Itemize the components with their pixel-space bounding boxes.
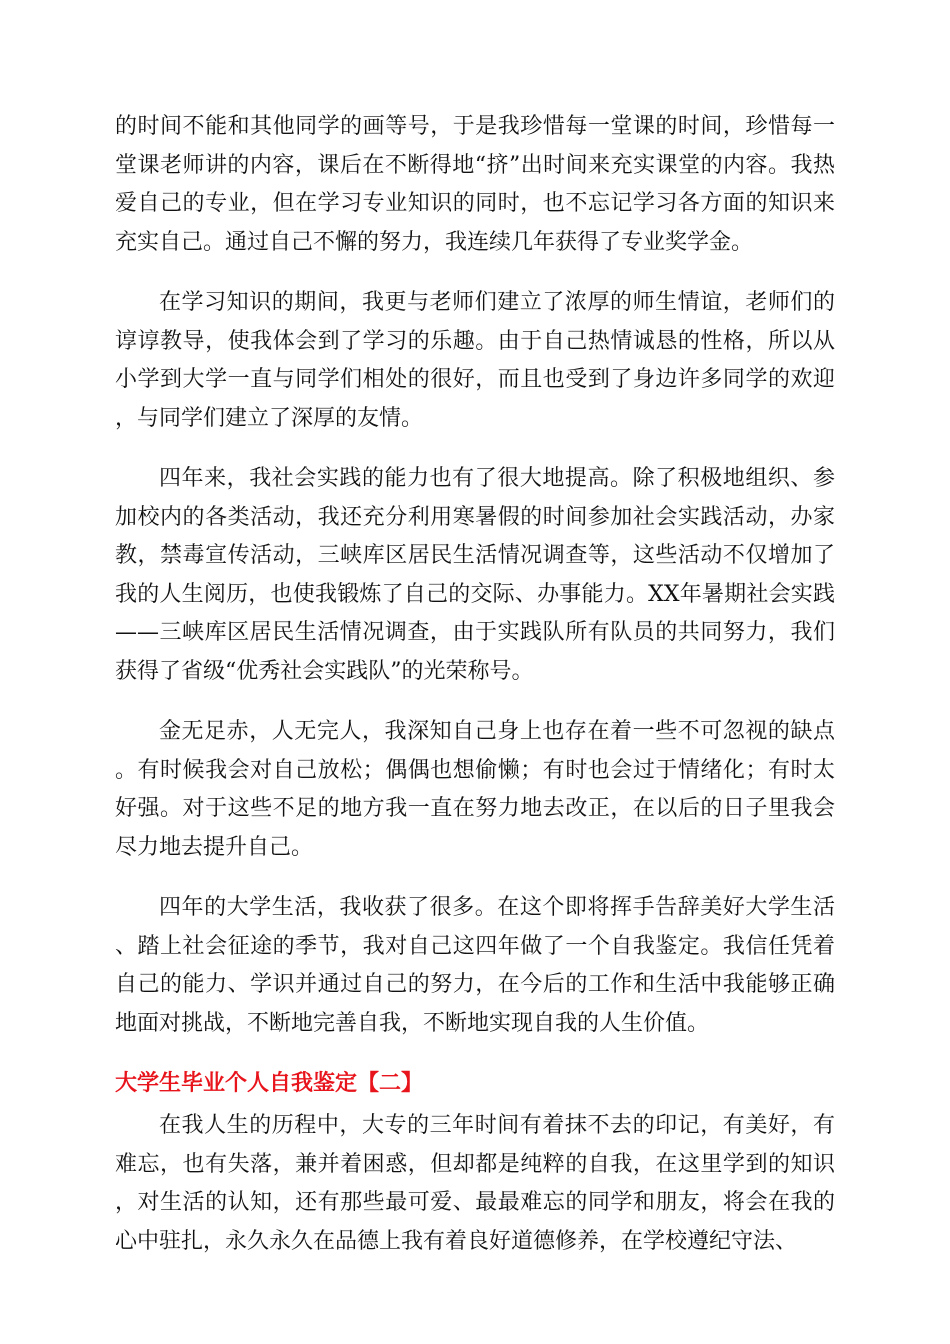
paragraph-social-practice: 四年来，我社会实践的能力也有了很大地提高。除了积极地组织、参加校内的各类活动，我还充分利用寒暑假的时间参加社会实践活动，办家教，禁毒宣传活动，三峡库区居民生活情况调查等，这些活动不仅增加了我的人生阅历，也使我锻炼了自己的交际、办事能力。XX年暑期社会实践——三峡库区居民生活情况调查，由于实践队所有队员的共同努力，我们获得了省级“优秀社会实践队”的光荣称号。 — [115, 466, 835, 684]
section-heading: 大学生毕业个人自我鉴定【二】 — [115, 1071, 424, 1096]
paragraph-continued: 的时间不能和其他同学的画等号，于是我珍惜每一堂课的时间，珍惜每一堂课老师讲的内容，课后在不断得地“挤”出时间来充实课堂的内容。我热爱自己的专业，但在学习专业知识的同时，也不忘记学习各方面的知识来充实自己。通过自己不懈的努力，我连续几年获得了专业奖学金。 — [115, 114, 835, 255]
paragraph-section-two: 在我人生的历程中，大专的三年时间有着抹不去的印记，有美好，有难忘，也有失落，兼并着困惑，但却都是纯粹的自我，在这里学到的知识，对生活的认知，还有那些最可爱、最最难忘的同学和朋友，将会在我的心中驻扎，永久永久在品德上我有着良好道德修养，在学校遵纪守法、 — [115, 1113, 835, 1254]
paragraph-summary: 四年的大学生活，我收获了很多。在这个即将挥手告辞美好大学生活、踏上社会征途的季节，我对自己这四年做了一个自我鉴定。我信任凭着自己的能力、学识并通过自己的努力，在今后的工作和生活中我能够正确地面对挑战，不断地完善自我，不断地实现自我的人生价值。 — [115, 895, 835, 1036]
paragraph-teachers: 在学习知识的期间，我更与老师们建立了浓厚的师生情谊，老师们的谆谆教导，使我体会到了学习的乐趣。由于自己热情诚恳的性格，所以从小学到大学一直与同学们相处的很好，而且也受到了身边许多同学的欢迎，与同学们建立了深厚的友情。 — [115, 290, 835, 431]
document-body — [115, 108, 835, 1283]
paragraph-shortcomings: 金无足赤，人无完人，我深知自己身上也存在着一些不可忽视的缺点。有时候我会对自己放松；偶偶也想偷懒；有时也会过于情绪化；有时太好强。对于这些不足的地方我一直在努力地去改正，在以后的日子里我会尽力地去提升自己。 — [115, 719, 835, 860]
